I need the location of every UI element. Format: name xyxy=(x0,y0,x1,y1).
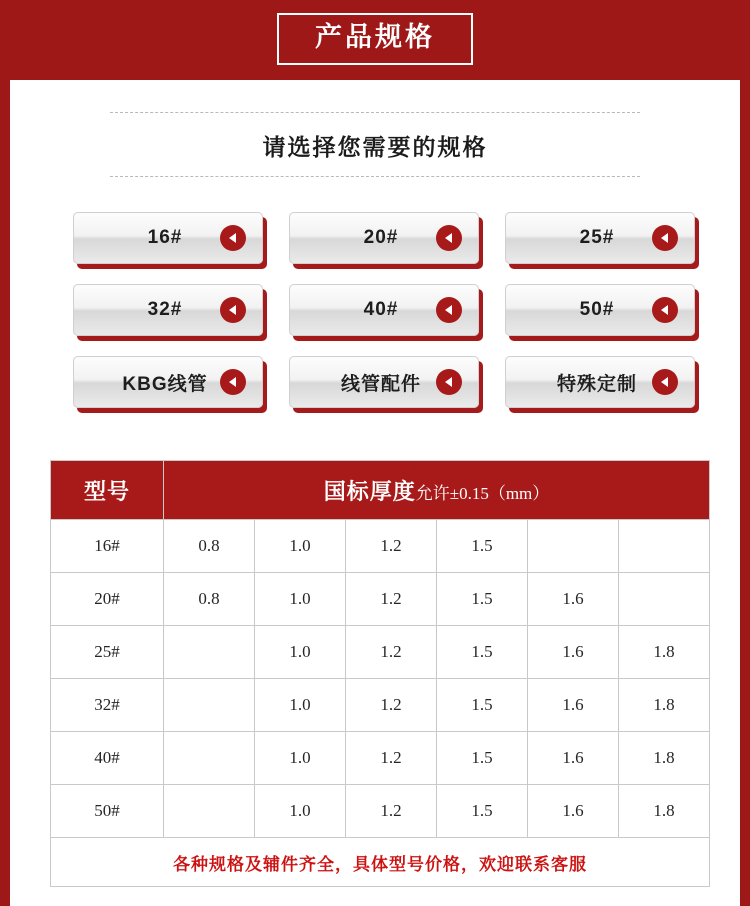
play-arrow-left-icon xyxy=(220,225,246,251)
cell-thickness: 1.6 xyxy=(528,626,619,679)
cell-thickness: 1.6 xyxy=(528,732,619,785)
cell-model: 50# xyxy=(51,785,164,838)
play-arrow-left-icon xyxy=(652,225,678,251)
cell-thickness: 1.0 xyxy=(255,732,346,785)
cell-thickness: 1.0 xyxy=(255,520,346,573)
spec-table-foot xyxy=(51,838,710,887)
cell-thickness: 1.8 xyxy=(619,732,710,785)
spec-button-label: 40# xyxy=(363,299,399,320)
cell-thickness xyxy=(164,679,255,732)
cell-model: 40# xyxy=(51,732,164,785)
table-header-row xyxy=(51,461,710,520)
cell-model: 32# xyxy=(51,679,164,732)
table-row xyxy=(51,573,710,626)
spec-button-label: 线管配件 xyxy=(340,373,421,395)
cell-model: 16# xyxy=(51,520,164,573)
cell-thickness: 1.8 xyxy=(619,679,710,732)
spec-button-label: 32# xyxy=(147,299,183,320)
play-arrow-left-icon xyxy=(652,369,678,395)
spec-button-cell xyxy=(60,356,276,428)
cell-thickness: 1.5 xyxy=(437,785,528,838)
table-row xyxy=(51,732,710,785)
spec-button-50[interactable] xyxy=(505,284,695,336)
header-title-box xyxy=(277,13,473,65)
spec-button-label: 50# xyxy=(579,299,615,320)
table-footer-row xyxy=(51,838,710,887)
cell-thickness xyxy=(619,520,710,573)
spec-button-label: KBG线管 xyxy=(122,373,208,395)
cell-thickness: 1.6 xyxy=(528,679,619,732)
spec-button-cell xyxy=(60,284,276,356)
page-title: 产品规格 xyxy=(315,22,435,52)
cell-thickness xyxy=(619,573,710,626)
cell-thickness: 1.8 xyxy=(619,785,710,838)
cell-model: 20# xyxy=(51,573,164,626)
play-arrow-left-icon xyxy=(220,369,246,395)
cell-thickness: 0.8 xyxy=(164,573,255,626)
thickness-tolerance-label: 允许±0.15（mm） xyxy=(415,483,550,503)
cell-thickness: 1.6 xyxy=(528,785,619,838)
subtitle-section xyxy=(10,112,740,177)
cell-thickness xyxy=(164,626,255,679)
spec-button-32[interactable] xyxy=(73,284,263,336)
play-arrow-left-icon xyxy=(436,369,462,395)
spec-button-cell xyxy=(492,284,708,356)
spec-button-cell xyxy=(60,212,276,284)
table-row xyxy=(51,626,710,679)
spec-button-accessories[interactable] xyxy=(289,356,479,408)
cell-thickness: 1.6 xyxy=(528,573,619,626)
cell-thickness: 1.2 xyxy=(346,679,437,732)
spec-table-head xyxy=(51,461,710,520)
spec-button-16[interactable] xyxy=(73,212,263,264)
play-arrow-left-icon xyxy=(220,297,246,323)
cell-thickness: 1.2 xyxy=(346,732,437,785)
play-arrow-left-icon xyxy=(436,297,462,323)
cell-thickness xyxy=(528,520,619,573)
spec-button-cell xyxy=(492,212,708,284)
thickness-main-label: 国标厚度 xyxy=(323,478,416,504)
spec-table-wrap xyxy=(50,460,710,887)
cell-thickness: 1.0 xyxy=(255,573,346,626)
spec-button-kbg[interactable] xyxy=(73,356,263,408)
cell-thickness: 1.8 xyxy=(619,626,710,679)
spec-button-20[interactable] xyxy=(289,212,479,264)
cell-thickness: 1.2 xyxy=(346,520,437,573)
cell-thickness: 1.2 xyxy=(346,573,437,626)
spec-button-label: 16# xyxy=(147,227,183,248)
cell-thickness: 1.5 xyxy=(437,679,528,732)
spec-table-body xyxy=(51,520,710,838)
spec-button-cell xyxy=(276,212,492,284)
column-header-model: 型号 xyxy=(51,461,164,520)
cell-thickness: 1.5 xyxy=(437,520,528,573)
spec-button-cell xyxy=(276,356,492,428)
cell-model: 25# xyxy=(51,626,164,679)
table-row xyxy=(51,679,710,732)
subtitle-text: 请选择您需要的规格 xyxy=(262,134,488,160)
divider-bottom xyxy=(110,176,640,177)
cell-thickness: 0.8 xyxy=(164,520,255,573)
cell-thickness xyxy=(164,732,255,785)
spec-button-custom[interactable] xyxy=(505,356,695,408)
table-row xyxy=(51,785,710,838)
cell-thickness: 1.5 xyxy=(437,626,528,679)
cell-thickness: 1.5 xyxy=(437,732,528,785)
spec-button-label: 25# xyxy=(579,227,615,248)
spec-table xyxy=(50,460,710,887)
spec-button-25[interactable] xyxy=(505,212,695,264)
spec-button-label: 20# xyxy=(363,227,399,248)
cell-thickness: 1.0 xyxy=(255,679,346,732)
play-arrow-left-icon xyxy=(436,225,462,251)
page-header xyxy=(0,0,750,80)
footer-note: 各种规格及辅件齐全，具体型号价格，欢迎联系客服 xyxy=(51,838,710,887)
cell-thickness: 1.0 xyxy=(255,785,346,838)
table-row xyxy=(51,520,710,573)
play-arrow-left-icon xyxy=(652,297,678,323)
spec-button-cell xyxy=(492,356,708,428)
column-header-thickness xyxy=(164,461,710,520)
spec-button-40[interactable] xyxy=(289,284,479,336)
spec-button-label: 特殊定制 xyxy=(556,373,637,395)
spec-button-grid xyxy=(60,212,710,428)
cell-thickness: 1.5 xyxy=(437,573,528,626)
cell-thickness: 1.2 xyxy=(346,626,437,679)
cell-thickness xyxy=(164,785,255,838)
spec-button-cell xyxy=(276,284,492,356)
cell-thickness: 1.2 xyxy=(346,785,437,838)
cell-thickness: 1.0 xyxy=(255,626,346,679)
